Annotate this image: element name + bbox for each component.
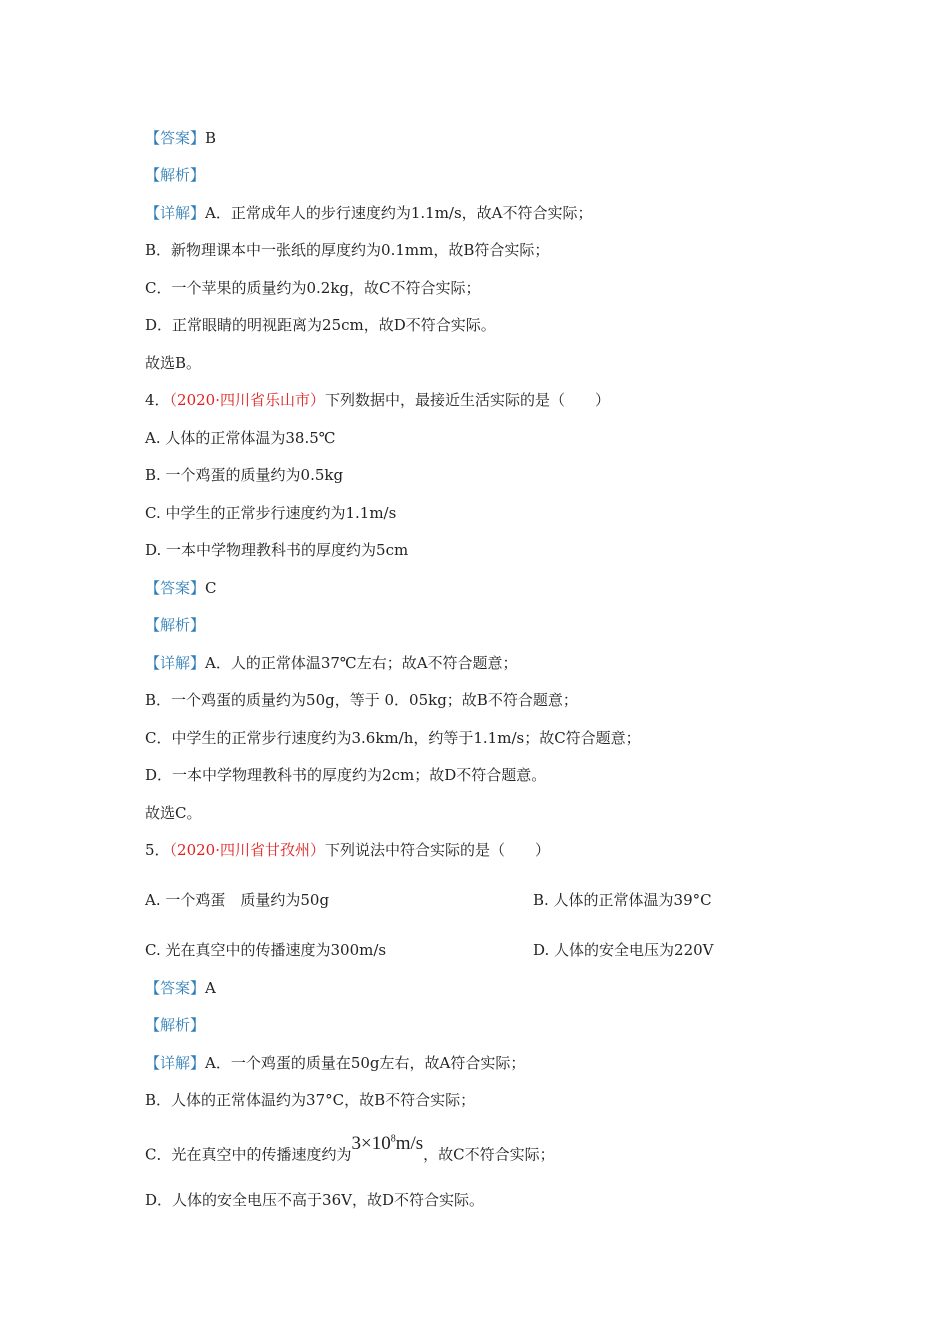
q3-answer-value: B — [205, 129, 217, 147]
q5-detail-d: D．人体的安全电压不高于36V，故D不符合实际。 — [145, 1191, 484, 1209]
detail-tag: 【详解】 — [145, 204, 206, 222]
q5-answer-line — [145, 978, 216, 998]
q3-answer-line — [145, 128, 216, 148]
q4-option-c: C. 中学生的正常步行速度约为1.1m/s — [145, 504, 397, 522]
analysis-tag: 【解析】 — [145, 616, 206, 634]
q4-option-a: A. 人体的正常体温为38.5℃ — [145, 429, 336, 447]
analysis-tag: 【解析】 — [145, 166, 206, 184]
q4-detail-c: C．中学生的正常步行速度约为3.6km/h，约等于1.1m/s；故C符合题意； — [145, 729, 641, 747]
detail-tag: 【详解】 — [145, 1054, 206, 1072]
q5-detail-a: A．一个鸡蛋的质量在50g左右，故A符合实际； — [205, 1054, 526, 1072]
answer-tag: 【答案】 — [145, 979, 206, 997]
formula-exponent: 8 — [390, 1134, 396, 1145]
q5-analysis-line — [145, 1015, 205, 1035]
answer-tag: 【答案】 — [145, 579, 206, 597]
q4-option-b: B. 一个鸡蛋的质量约为0.5kg — [145, 466, 344, 484]
detail-tag: 【详解】 — [145, 654, 206, 672]
q5-detail-c-prefix: C．光在真空中的传播速度约为 — [145, 1145, 352, 1164]
q5-option-a: A. 一个鸡蛋 质量约为50g — [145, 891, 330, 909]
q5-answer-value: A — [205, 979, 216, 997]
q4-stem-line — [145, 390, 610, 410]
q4-detail-a: A．人的正常体温37℃左右；故A不符合题意； — [205, 654, 518, 672]
q4-stem: 下列数据中，最接近生活实际的是（ ） — [325, 391, 611, 409]
formula-unit: m/s — [395, 1133, 424, 1155]
analysis-tag: 【解析】 — [145, 1016, 206, 1034]
q3-conclusion: 故选B。 — [145, 354, 202, 372]
q4-option-d: D. 一本中学物理教科书的厚度约为5cm — [145, 541, 409, 559]
q5-detail-c-suffix: ，故C不符合实际； — [423, 1145, 555, 1164]
q3-detail-d: D．正常眼睛的明视距离为25cm，故D不符合实际。 — [145, 316, 496, 334]
q4-detail-line-1 — [145, 653, 518, 673]
q3-detail-line-1 — [145, 203, 593, 223]
q5-option-b: B. 人体的正常体温为39°C — [533, 891, 712, 909]
q3-detail-a: A．正常成年人的步行速度约为1.1m/s，故A不符合实际； — [205, 204, 593, 222]
formula-base: 3×10 — [351, 1133, 391, 1155]
q5-detail-b: B．人体的正常体温约为37°C，故B不符合实际； — [145, 1091, 476, 1109]
q5-stem-line — [145, 840, 550, 860]
q5-option-c: C. 光在真空中的传播速度为300m/s — [145, 941, 387, 959]
q5-stem: 下列说法中符合实际的是（ ） — [325, 841, 551, 859]
q4-conclusion: 故选C。 — [145, 804, 202, 822]
q3-detail-c: C．一个苹果的质量约为0.2kg，故C不符合实际； — [145, 279, 481, 297]
q4-answer-value: C — [205, 579, 217, 597]
q3-detail-b: B．新物理课本中一张纸的厚度约为0.1mm，故B符合实际； — [145, 241, 550, 259]
q5-source: （2020·四川省甘孜州） — [169, 841, 325, 859]
q4-number: 4． — [145, 391, 170, 409]
q5-option-d: D. 人体的安全电压为220V — [533, 941, 714, 959]
q4-analysis-line — [145, 615, 205, 635]
q4-source: （2020·四川省乐山市） — [169, 391, 325, 409]
q4-answer-line — [145, 578, 217, 598]
q4-detail-b: B．一个鸡蛋的质量约为50g，等于 0．05kg；故B不符合题意； — [145, 691, 578, 709]
q3-analysis-line — [145, 165, 205, 185]
q5-detail-line-1 — [145, 1053, 525, 1073]
speed-of-light-formula — [351, 1133, 423, 1154]
answer-tag: 【答案】 — [145, 129, 206, 147]
q4-detail-d: D．一本中学物理教科书的厚度约为2cm；故D不符合题意。 — [145, 766, 547, 784]
q5-number: 5． — [145, 841, 170, 859]
q5-detail-c — [145, 1133, 555, 1164]
